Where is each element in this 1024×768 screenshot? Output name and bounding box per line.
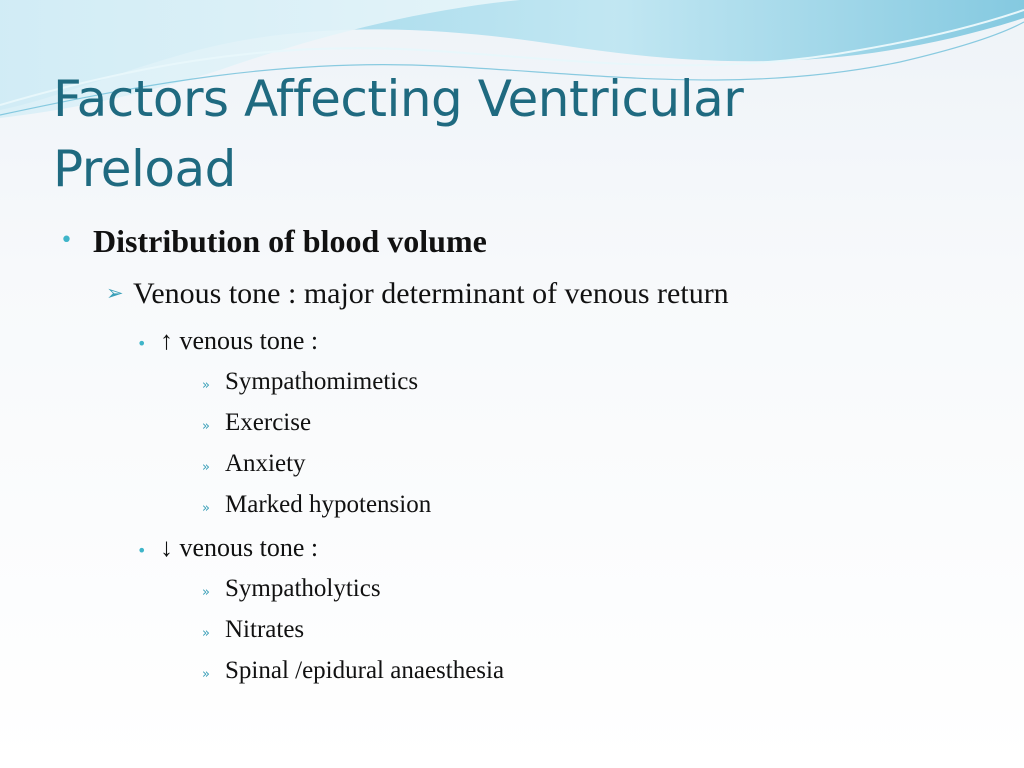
- bullet-increased-venous-tone: ↑ venous tone :: [160, 326, 319, 355]
- list-item-exercise: Exercise: [225, 409, 312, 436]
- bullet-distribution-blood-volume: Distribution of blood volume: [93, 223, 487, 259]
- chevron-bullet-icon: »: [202, 378, 210, 393]
- list-item-nitrates: Nitrates: [225, 616, 305, 643]
- list-item-sympathomimetics: Sympathomimetics: [225, 368, 419, 395]
- chevron-bullet-icon: »: [202, 419, 210, 434]
- list-item-spinal-epidural-anaesthesia: Spinal /epidural anaesthesia: [225, 657, 505, 684]
- list-item-sympatholytics: Sympatholytics: [225, 575, 381, 602]
- list-item-marked-hypotension: Marked hypotension: [225, 491, 432, 518]
- chevron-bullet-icon: »: [202, 460, 210, 475]
- level1-bullet-icon: •: [60, 228, 73, 253]
- bullet-decreased-venous-tone: ↓ venous tone :: [160, 533, 319, 562]
- bullet-venous-tone-determinant: Venous tone : major determinant of venous return: [133, 277, 729, 310]
- slide-title-line-1: Factors Affecting Ventricular: [53, 70, 744, 128]
- level3-bullet-icon: •: [137, 541, 147, 560]
- level3-bullet-icon: •: [137, 334, 147, 353]
- chevron-bullet-icon: »: [202, 585, 210, 600]
- chevron-bullet-icon: »: [202, 626, 210, 641]
- arrowhead-bullet-icon: ➢: [106, 281, 124, 305]
- chevron-bullet-icon: »: [202, 667, 210, 682]
- slide-title-line-2: Preload: [53, 140, 236, 198]
- chevron-bullet-icon: »: [202, 501, 210, 516]
- list-item-anxiety: Anxiety: [225, 450, 306, 477]
